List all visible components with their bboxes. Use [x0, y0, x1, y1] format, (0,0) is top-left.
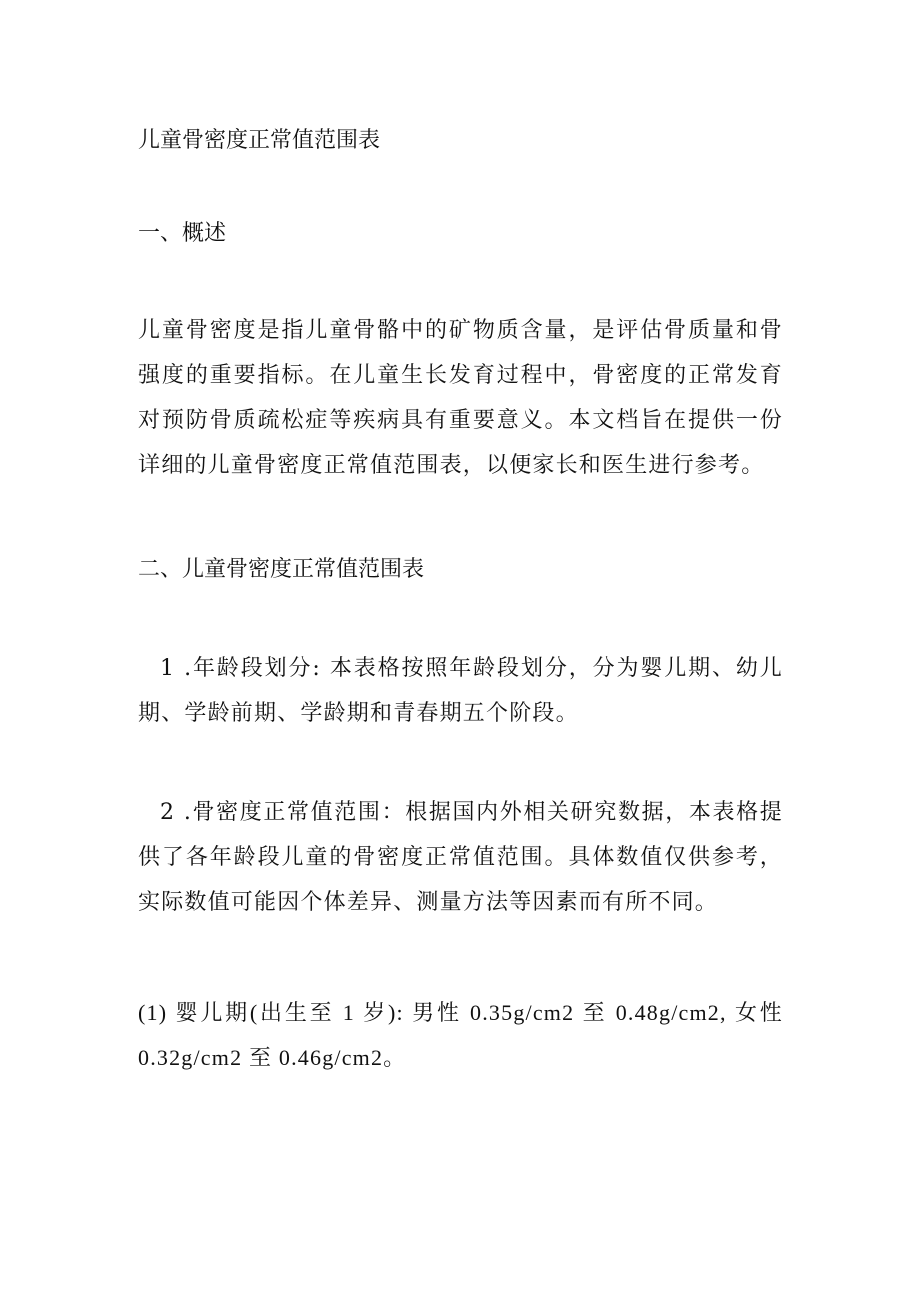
- section-1-paragraph: 儿童骨密度是指儿童骨骼中的矿物质含量，是评估骨质量和骨强度的重要指标。在儿童生长发育过程中，骨密度的正常发育对预防骨质疏松症等疾病具有重要意义。本文档旨在提供一份详细的儿童骨密度正常值范围表，以便家长和医生进行参考。: [138, 318, 783, 478]
- section-1-heading: 一、概述: [138, 221, 227, 246]
- section-2-heading: 二、儿童骨密度正常值范围表: [138, 557, 425, 582]
- document-title: 儿童骨密度正常值范围表: [138, 128, 381, 153]
- infant-stage-values: (1) 婴儿期(出生至 1 岁): 男性 0.35g/cm2 至 0.48g/cm2, 女性 0.32g/cm2 至 0.46g/cm2。: [138, 1000, 783, 1070]
- section-2-item-2: 2 .骨密度正常值范围：根据国内外相关研究数据，本表格提供了各年龄段儿童的骨密度正常值范围。具体数值仅供参考，实际数值可能因个体差异、测量方法等因素而有所不同。: [138, 800, 783, 915]
- section-2-item-1: 1 .年龄段划分: 本表格按照年龄段划分，分为婴儿期、幼儿期、学龄前期、学龄期和青春期五个阶段。: [138, 656, 783, 726]
